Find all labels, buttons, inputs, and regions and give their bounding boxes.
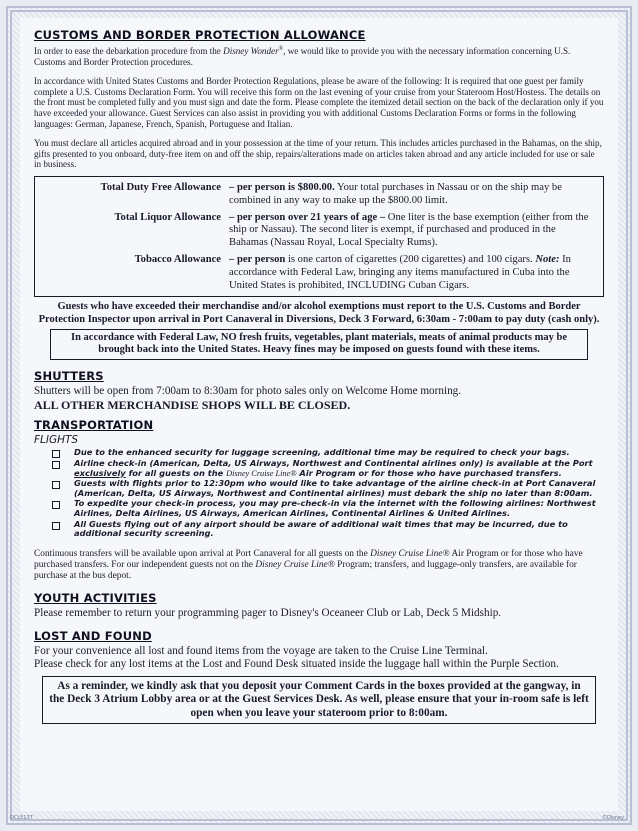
registered-mark: ® [278,46,284,52]
duty-free-allowance-row: Total Duty Free Allowance – per person is $800.00. Your total purchases in Nassau or on the ship may be combined in any way to make up the $800.00 limit. [39,182,595,208]
customs-intro: In order to ease the debarkation procedure from the Disney Wonder®, we would like to provide you with the necessary information concerning U.S. Customs and Border Protection procedures. [34,46,571,67]
note-label: Note: [535,253,560,265]
federal-law-notice: In accordance with Federal Law, NO fresh fruits, vegetables, plant materials, meats of animal products may be brought back into the United States. Heavy fines may be imposed on guests found with these items. [50,329,588,360]
shutters-heading: SHUTTERS [34,368,104,383]
duty-free-label: Total Duty Free Allowance [100,181,221,193]
checkbox-bullet-icon [52,450,60,458]
tobacco-allowance-row: Tobacco Allowance – per person is one carton of cigarettes (200 cigarettes) and 100 cigars. Note: In accordance with Federal Law, bringing any items manufactured in Cuba into the United States is prohibited, INCLUDING Cuban Cigars. [39,254,595,292]
youth-activities-text: Please remember to return your programming pager to Disney's Oceaneer Club or Lab, Deck 5 Midship. [34,606,502,619]
lost-found-text-2: Please check for any lost items at the Lost and Found Desk situated inside the luggage hall within the Purple Section. [34,657,559,670]
liquor-label: Total Liquor Allowance [114,211,221,223]
exceeded-exemptions-notice: Guests who have exceeded their merchandise and/or alcohol exemptions must report to the U.S. Customs and Border Protection Inspector upon arrival in Port Canaveral in Diversions, Deck 3 Forward, 6:30am - 7:00am to pay duty (cash only). [38,301,600,325]
flights-subheading: FLIGHTS [34,433,79,446]
comment-cards-reminder: As a reminder, we kindly ask that you deposit your Comment Cards in the boxes provided at the gangway, in the Deck 3 Atrium Lobby area or at the Guest Services Desk. As well, please ensure that your in-room safe is left open when you leave your stateroom prior to 8:00am. [42,676,596,725]
footer-disney-mark: ©Disney [601,815,624,821]
shops-closed-notice: ALL OTHER MERCHANDISE SHOPS WILL BE CLOSED. [34,397,351,412]
list-item: To expedite your check-in process, you may pre-check-in via the internet with the following airlines: Northwest Airlines, Delta Airlines, US Airways, American Airlines, Continental Airlines & United Airlines. [52,499,604,518]
tobacco-label: Tobacco Allowance [134,253,221,265]
customs-heading: CUSTOMS AND BORDER PROTECTION ALLOWANCE [34,28,366,42]
checkbox-bullet-icon [52,481,60,489]
checkbox-bullet-icon [52,501,60,509]
list-item: Airline check-in (American, Delta, US Airways, Northwest and Continental airlines only) is available at the Port exclusively for all guests on the Disney Cruise Line® Air Program or for those who have purchased transfers. [52,459,604,478]
checkbox-bullet-icon [52,522,60,530]
footer-code: DCL5137 [10,815,33,821]
liquor-allowance-row: Total Liquor Allowance – per person over 21 years of age – One liter is the base exemption (either from the ship or Nassau). The second liter is exempt, if purchased and produced in the Bahamas (Nassau Royal, Local Specialty Rums). [39,212,595,250]
lost-and-found-heading: LOST AND FOUND [34,628,152,643]
flights-list [34,448,604,539]
list-item: All Guests flying out of any airport should be aware of additional wait times that may be incurred, due to additional security screening. [52,520,604,539]
lost-found-text-1: For your convenience all lost and found items from the voyage are taken to the Cruise Line Terminal. [34,644,488,657]
document-content [20,18,618,811]
shutters-text: Shutters will be open from 7:00am to 8:30am for photo sales only on Welcome Home morning. [34,384,462,397]
customs-declare-paragraph: You must declare all articles acquired abroad and in your possession at the time of your return. This includes articles purchased in the Bahamas, on the ship, gifts presented to you onboard, duty-free item on and off the ship, repairs/alterations made on articles taken abroad and any article included for use or sale in business. [34,138,602,170]
ship-name: Disney Wonder [223,46,279,57]
allowance-box [34,176,604,297]
transfers-paragraph: Continuous transfers will be available upon arrival at Port Canaveral for all guests on the Disney Cruise Line® Air Program or for those who have purchased transfers. For our independent guests not on the Disney Cruise Line® Program; transfers, and luggage-only transfers, are available for purchase at the bus depot. [34,548,583,581]
list-item: Due to the enhanced security for luggage screening, additional time may be required to check your bags. [52,448,604,458]
youth-activities-heading: YOUTH ACTIVITIES [34,590,157,605]
customs-regulations-paragraph: In accordance with United States Customs and Border Protection Regulations, please be aware of the following: It is required that one guest per family complete a U.S. Customs Declaration Form. You will receive this form on the last evening of your cruise from your Stateroom Host/Hostess. The details on the front must be completed fully and you must sign and date the form. Please complete the itemized detail section on the back of the declaration only if you have exceeded your allowance. Guest Services can also assist in providing you with additional Customs Declaration Forms or forms in the following languages: German, Japanese, French, Spanish, Portuguese and Italian. [34,76,604,129]
checkbox-bullet-icon [52,461,60,469]
transportation-heading: TRANSPORTATION [34,417,154,432]
list-item: Guests with flights prior to 12:30pm who would like to take advantage of the airline check-in at Port Canaveral (American, Delta, US Airways, Northwest and Continental airlines) must debark the ship no later than 8:00am. [52,479,604,498]
